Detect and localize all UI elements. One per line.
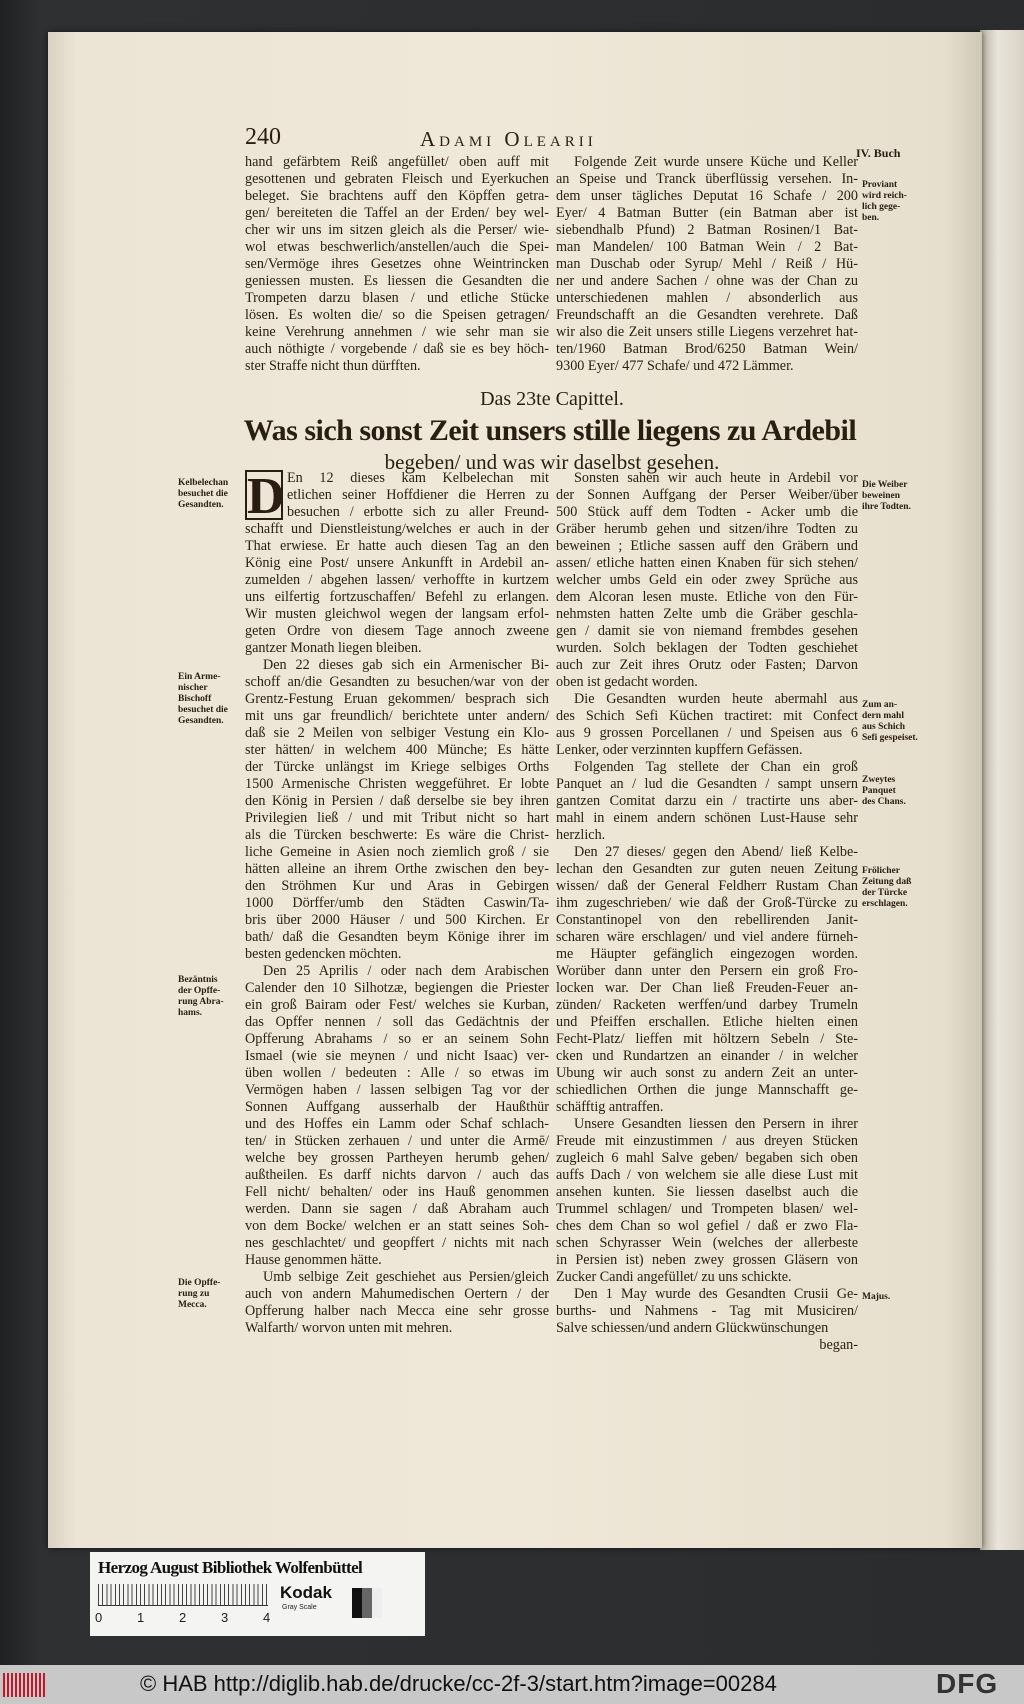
library-name: Herzog August Bibliothek Wolfenbüttel (98, 1558, 363, 1577)
text-line: Calender den 10 Silhotzæ, begiengen die Priester (245, 980, 549, 996)
text-line: lechan den Gesandten zur guten neuen Zeitung (556, 861, 858, 877)
text-line: hand gefärbtem Reiß angefüllet/ oben auff mit (245, 154, 549, 170)
text-line: nes geschlachtet/ und geopffert / nichts mit nach (245, 1235, 549, 1251)
text-line: wol etwas beschwerlich/anstellen/auch die Spei- (245, 239, 549, 255)
text-line: Freude mit einzustimmen / aus dreyen Stücken (556, 1133, 858, 1149)
text-line: auch zur Zeit ihres Orutz oder Fasten; Darvon (556, 657, 858, 673)
text-line: ein groß Bairam oder Fest/ welches sie Kurban, (245, 997, 549, 1013)
text-line: auch nöthigte / vorgebende / daß sie es bey höch- (245, 341, 549, 357)
text-line: mit uns gar freundlich/ berichtete unter andern/ (245, 708, 549, 724)
catchword: began- (819, 1337, 858, 1353)
text-line: oben ist gedacht worden. (556, 674, 698, 690)
text-line: dem Alcoran lesen muste. Etliche von den Für- (556, 589, 858, 605)
text-line: König eine Post/ unsere Ankunfft in Ardebil an- (245, 555, 549, 571)
text-line: Umb selbige Zeit geschiehet aus Persien/gleich (263, 1269, 549, 1285)
text-line: liche Gemeine in Asien noch ziemlich groß / sie (245, 844, 549, 860)
text-line: Sonsten sahen wir auch heute in Ardebil vor (574, 470, 858, 486)
text-line: Folgende Zeit wurde unsere Küche und Keller (574, 154, 858, 170)
text-line: das Opffer nennen / soll das Gedächtnis der (245, 1014, 549, 1030)
margin-note (862, 866, 911, 910)
library-logo-icon (3, 1673, 45, 1697)
text-line: 500 Stück auff dem Todten - Acker umb die (556, 504, 858, 520)
text-line: zünden/ Racketen werffen/und darbey Trumeln (556, 997, 858, 1013)
text-line: an Speise und Tranck überflüssig versehen. In- (556, 171, 858, 187)
dfg-logo: DFG (936, 1668, 999, 1699)
margin-note-line: ihre Todten. (862, 502, 911, 512)
text-line: und des Hoffes ein Lamm oder Schaf schlach- (245, 1116, 549, 1132)
footer-bar (0, 1665, 1024, 1704)
text-line: 1000 Dörffer/umb den Städten Caswin/Ta- (245, 895, 549, 911)
text-line: auch von andern Mahumedischen Oertern / der (245, 1286, 549, 1302)
text-line: cher wir uns im sitzen gleich als die Perser/ wie- (245, 222, 549, 238)
margin-note-line: Zum an- (862, 700, 898, 710)
text-line: zugleich 6 mahl Salve geben/ begaben sich oben (556, 1150, 858, 1166)
text-line: Vermögen haben / lassen selbigen Tag vor der (245, 1082, 549, 1098)
text-line: zumelden / abgehen lassen/ verhoffte in kurtzem (245, 572, 549, 588)
margin-note-line: des Chans. (862, 797, 906, 807)
text-line: schiedlichen Orthen die junge Mannschafft ge- (556, 1082, 858, 1098)
text-line: des Schich Sefi Küchen tractiret: mit Confect (556, 708, 858, 724)
margin-note-line: rung Abra- (178, 997, 224, 1007)
margin-note (862, 480, 911, 513)
text-line: Lenker, oder verzinnten kupffern Gefässen. (556, 742, 803, 758)
text-line: ster Straffe nicht thun dürfften. (245, 358, 421, 374)
margin-note-line: Ein Arme- (178, 672, 221, 682)
text-line: Die Gesandten wurden heute abermahl aus (574, 691, 858, 707)
text-line: schäfftig antraffen. (556, 1099, 664, 1115)
text-line: werden. Dann sie sagen / daß Abraham auch (245, 1201, 549, 1217)
text-line: gen / damit sie von niemand frembdes gesehen (556, 623, 858, 639)
ruler-number: 2 (179, 1610, 187, 1625)
running-head: Adami Olearii (420, 127, 597, 151)
text-line: Salve schiessen/und andern Glückwünschungen (556, 1320, 829, 1336)
text-line: ner und andere Sachen / ohne was der Chan zu (556, 273, 858, 289)
copyright-url[interactable]: © HAB http://diglib.hab.de/drucke/cc-2f-3/start.htm?image=00284 (140, 1671, 777, 1696)
text-line: in Persien ist) neben zwey grossen Gläsern von (556, 1252, 858, 1268)
ruler-number: 4 (263, 1610, 271, 1625)
text-line: Den 25 Aprilis / oder nach dem Arabischen (263, 963, 549, 979)
text-line: bris über 2000 Häuser / und 500 Kirchen. Er (245, 912, 549, 928)
text-line: En 12 dieses kam Kelbelechan mit (287, 470, 549, 486)
text-line: beleget. Sie brachtens auff den Köpffen getra- (245, 188, 549, 204)
margin-note-line: dern mahl (862, 711, 904, 721)
margin-note-line: rung zu (178, 1289, 210, 1299)
margin-note-line: wird reich- (862, 191, 907, 201)
margin-note-line: Gesandten. (178, 500, 224, 510)
text-line: aus 9 grossen Porcellanen / und Speisen aus 6 (556, 725, 858, 741)
ruler-number: 3 (221, 1610, 229, 1625)
text-line: außtheilen. Es darff nichts darvon / auch das (245, 1167, 549, 1183)
text-line: Trompeten darzu blasen / und etliche Stücke (245, 290, 549, 306)
top-left-column (245, 154, 549, 375)
text-line: Fell nicht/ behalten/ oder ins Hauß genommen (245, 1184, 549, 1200)
text-line: ten/ in Stücken zerhauen / und unter die Armē/ (245, 1133, 549, 1149)
margin-note-line: erschlagen. (862, 899, 908, 909)
text-line: schen Schyrasser Wein (welches der allerbeste (556, 1235, 858, 1251)
ruler-number: 0 (95, 1610, 103, 1625)
text-line: üben wollen / bedeuten : Alle / so etwas im (245, 1065, 549, 1081)
margin-note-line: Proviant (862, 180, 898, 190)
text-line: ches dem Chan so wol gefiel / daß er zwo Fla- (556, 1218, 858, 1234)
text-line: der Türcke unlängst im Kriege selbiges Orths (245, 759, 549, 775)
margin-note-line: der Opffe- (178, 986, 221, 996)
text-line: als die Türcken beschwerte: Es wäre die Christ- (245, 827, 549, 843)
text-line: daß sie 2 Meilen von selbiger Vestung ein Klo- (245, 725, 549, 741)
text-line: me Häupter gefänglich eingezogen worden. (556, 946, 858, 962)
text-line: Constantinopel von den rebellirenden Janit- (556, 912, 858, 928)
text-line: wir also die Zeit unsers stille Liegens verzehret hat- (556, 324, 858, 340)
margin-note (862, 180, 907, 224)
margin-note-line: Mecca. (178, 1300, 207, 1310)
text-line: Grentz-Festung Eruan gekommen/ besprach sich (245, 691, 549, 707)
margin-note-line: der Türcke (862, 888, 908, 898)
text-line: Den 22 dieses gab sich ein Armenischer Bi- (263, 657, 549, 673)
text-line: uns eilfertig fortzuschaffen/ Befehl zu erlangen. (245, 589, 549, 605)
margin-note-line: Bezäntnis (178, 975, 218, 985)
chapter-subtitle: begeben/ und was wir daselbst gesehen. (384, 450, 720, 474)
text-line: siebendhalb Pfund) 2 Batman Rosinen/1 Bat- (556, 222, 858, 238)
text-line: Wir musten gleichwol wegen der langsam erfol- (245, 606, 549, 622)
text-line: hätten alleine an ihrem Orthe zwischen den bey- (245, 861, 549, 877)
text-line: ten/1960 Batman Brod/6250 Batman Wein/ (556, 341, 858, 357)
ruler-number: 1 (137, 1610, 145, 1625)
text-line: wissen/ daß der General Feldherr Rustam Chan (556, 878, 858, 894)
chapter-number: Das 23te Capittel. (480, 388, 624, 410)
text-line: schafft und Dienstleistung/welches er auch in der (245, 521, 549, 537)
text-line: welcher umbs Geld ein oder zwey Sprüche aus (556, 572, 858, 588)
text-line: Freundschafft an die Gesandten verehrete. Daß (556, 307, 858, 323)
text-line: und Pfeiffen erschallen. Etliche hielten einen (556, 1014, 858, 1030)
text-line: keine Verehrung annehmen / wie sehr man sie (245, 324, 549, 340)
text-line: von dem Bocke/ welchen er an statt seines Soh- (245, 1218, 549, 1234)
text-line: assen/ etliche hatten einen Knaben für sich stehen/ (556, 555, 858, 571)
text-line: That erwiese. Er hatte auch diesen Tag an den (245, 538, 549, 554)
ruler (98, 1584, 268, 1606)
text-line: ster hätten/ in welchem 400 Münche; Es hätte (245, 742, 549, 758)
text-line: man Duschab oder Syrup/ Mehl / Reiß / Hü- (556, 256, 858, 272)
text-line: Walfarth/ worvon unten mit mehren. (245, 1320, 453, 1336)
text-line: Trummel schlagen/ und Trompeten blasen/ wel- (556, 1201, 858, 1217)
margin-note-line: Gesandten. (178, 716, 224, 726)
text-line: nehmsten hatten Zelte umb die Gräber geschla- (556, 606, 858, 622)
text-line: gesottenen und gebraten Fleisch und Eyerkuchen (245, 171, 549, 187)
text-line: gen/ bereiteten die Taffel an der Erden/ bey wel- (245, 205, 549, 221)
margin-note (178, 1278, 220, 1311)
margin-note (178, 478, 228, 511)
margin-note-line: Frölicher (862, 866, 900, 876)
book-label: IV. Buch (856, 146, 901, 160)
margin-note (862, 1292, 890, 1303)
text-line: Unsere Gesandten liessen den Persern in ihrer (574, 1116, 858, 1132)
margin-note-line: Panquet (862, 786, 896, 796)
color-card (90, 1552, 425, 1636)
text-line: ihm zugeschrieben/ wie daß der Groß-Türcke zu (556, 895, 858, 911)
text-line: herzlich. (556, 827, 606, 843)
text-line: Ismael (wie sie meynen / und nicht Isaac) ver- (245, 1048, 549, 1064)
text-line: Worüber dann unter den Persern ein groß Fro- (556, 963, 858, 979)
text-line: Gräber herumb gehen und sitzen/ihre Todten zu (556, 521, 858, 537)
page-number: 240 (245, 124, 281, 150)
gray-scale-label: Gray Scale (282, 1604, 317, 1611)
margin-note-line: Bischoff (178, 694, 212, 704)
text-line: Den 27 dieses/ gegen den Abend/ ließ Kelbe- (574, 844, 858, 860)
text-line: dem unser tägliches Deputat 16 Schafe / 200 (556, 188, 858, 204)
gray-swatch (352, 1588, 362, 1618)
text-line: etlichen seiner Hoffdiener die Herren zu (287, 487, 549, 503)
text-line: Ubung wir auch sonst zu andern Zeit an unter- (556, 1065, 858, 1081)
text-line: den König in Persien / daß derselbe sie bey ihren (245, 793, 549, 809)
text-line: Hause genommen hätte. (245, 1252, 382, 1268)
text-line: ansehen kunten. Sie liessen daselbst auch die (556, 1184, 858, 1200)
margin-note (862, 775, 906, 808)
margin-note-line: aus Schich (862, 722, 906, 732)
text-line: Opfferung Abrahams / so er an seinem Sohn (245, 1031, 549, 1047)
text-line: man Mandelen/ 100 Batman Wein / 2 Bat- (556, 239, 858, 255)
margin-note-line: lich gege- (862, 202, 901, 212)
margin-note (178, 672, 228, 727)
margin-note-line: Sefi gespeiset. (862, 733, 918, 743)
margin-note-line: hams. (178, 1008, 203, 1018)
text-line: auffs Dach / von welchem sie alle diese Lust mit (556, 1167, 858, 1183)
text-line: unterschiedenen mahlen / absonderlich aus (556, 290, 858, 306)
main-left-column (245, 470, 549, 1337)
margin-note-line: Kelbelechan (178, 478, 229, 488)
text-line: bath/ daß die Gesandten beym Könige ihrer im (245, 929, 549, 945)
text-line: scharen wäre erschlagen/ und viel andere fürneh- (556, 929, 858, 945)
drop-cap: D (247, 468, 285, 525)
text-line: Panquet an / lud die Gesandten / sampt unsern (556, 776, 858, 792)
text-line: geniessen musten. Es liessen die Gesandten die (245, 273, 549, 289)
margin-note (178, 975, 224, 1019)
text-line: cken und Rundartzen an einander / in welcher (556, 1048, 858, 1064)
chapter-title: Was sich sonst Zeit unsers stille liegens zu Ardebil (243, 414, 857, 447)
margin-note-line: Die Opffe- (178, 1278, 221, 1288)
margin-note-line: besuchet die (178, 705, 228, 715)
text-line: Sonnen Auffgang ausserhalb der Haußthür (245, 1099, 549, 1115)
text-line: Privilegien ließ / und mit Tribut nicht so hart (245, 810, 549, 826)
text-line: gantzer Monath liegen bleiben. (245, 640, 422, 656)
kodak-label: Kodak (280, 1583, 332, 1602)
text-line: burths- und Nahmens - Tag mit Musiciren/ (556, 1303, 858, 1319)
text-line: welche bey grossen Partheyen herumb gehen/ (245, 1150, 549, 1166)
text-line: 9300 Eyer/ 477 Schafe/ und 472 Lämmer. (556, 358, 794, 374)
text-line: der Sonnen Auffgang der Perser Weiber/über (556, 487, 858, 503)
margin-note-line: Zweytes (862, 775, 896, 785)
text-line: Opfferung halber nach Mecca eine sehr grosse (245, 1303, 549, 1319)
text-line: gantzen Comitat darzu ein / tractirte uns aber- (556, 793, 858, 809)
text-line: 1500 Armenische Christen weggeführet. Er lobte (245, 776, 549, 792)
text-line: Eyer/ 4 Batman Butter (ein Batman aber ist (556, 205, 858, 221)
margin-note-line: Zeitung daß (862, 877, 912, 887)
text-line: Fecht-Platz/ lieffen mit höltzern Sebeln / Ste- (556, 1031, 858, 1047)
margin-note-line: nischer (178, 683, 208, 693)
text-line: besten gedencken möchten. (245, 946, 402, 962)
text-line: Folgenden Tag stellete der Chan ein groß (574, 759, 858, 775)
margin-note-line: Majus. (862, 1292, 891, 1302)
text-line: lösen. Es wolten die/ so die Speisen getragen/ (245, 307, 549, 323)
text-line: locken war. Der Chan ließ Freuden-Feuer an- (556, 980, 858, 996)
main-right-column (556, 470, 858, 1354)
text-line: mahl in einem andern schönen Lust-Hause sehr (556, 810, 858, 826)
gray-swatch (372, 1588, 382, 1618)
margin-note-line: Die Weiber (862, 480, 908, 490)
text-line: wurden. Solch beklagen der Todten geschiehet (556, 640, 858, 656)
text-line: besuchen / erbotte sich zu aller Freund- (287, 504, 549, 520)
text-line: schoff an/die Gesandten zu besuchen/war von der (245, 674, 549, 690)
margin-note-line: beweinen (862, 491, 900, 501)
text-line: beweinen ; Etliche sassen auff den Gräbern und (556, 538, 858, 554)
text-line: Den 1 May wurde des Gesandten Crusii Ge- (574, 1286, 858, 1302)
margin-note-line: besuchet die (178, 489, 228, 499)
text-line: den Ströhmen Kur und Aras in Gebirgen (245, 878, 549, 894)
top-right-column (556, 154, 858, 375)
margin-note (862, 700, 918, 744)
margin-note-line: ben. (862, 213, 880, 223)
text-line: sen/Vermöge ihres Gesetzes ohne Weintrincken (245, 256, 549, 272)
gray-swatch (362, 1588, 372, 1618)
text-line: Zucker Candi angefüllet/ zu uns schickte. (556, 1269, 792, 1285)
next-page-edge (980, 30, 1024, 1550)
text-line: geten Ordre von diesem Tage annoch zweene (245, 623, 549, 639)
